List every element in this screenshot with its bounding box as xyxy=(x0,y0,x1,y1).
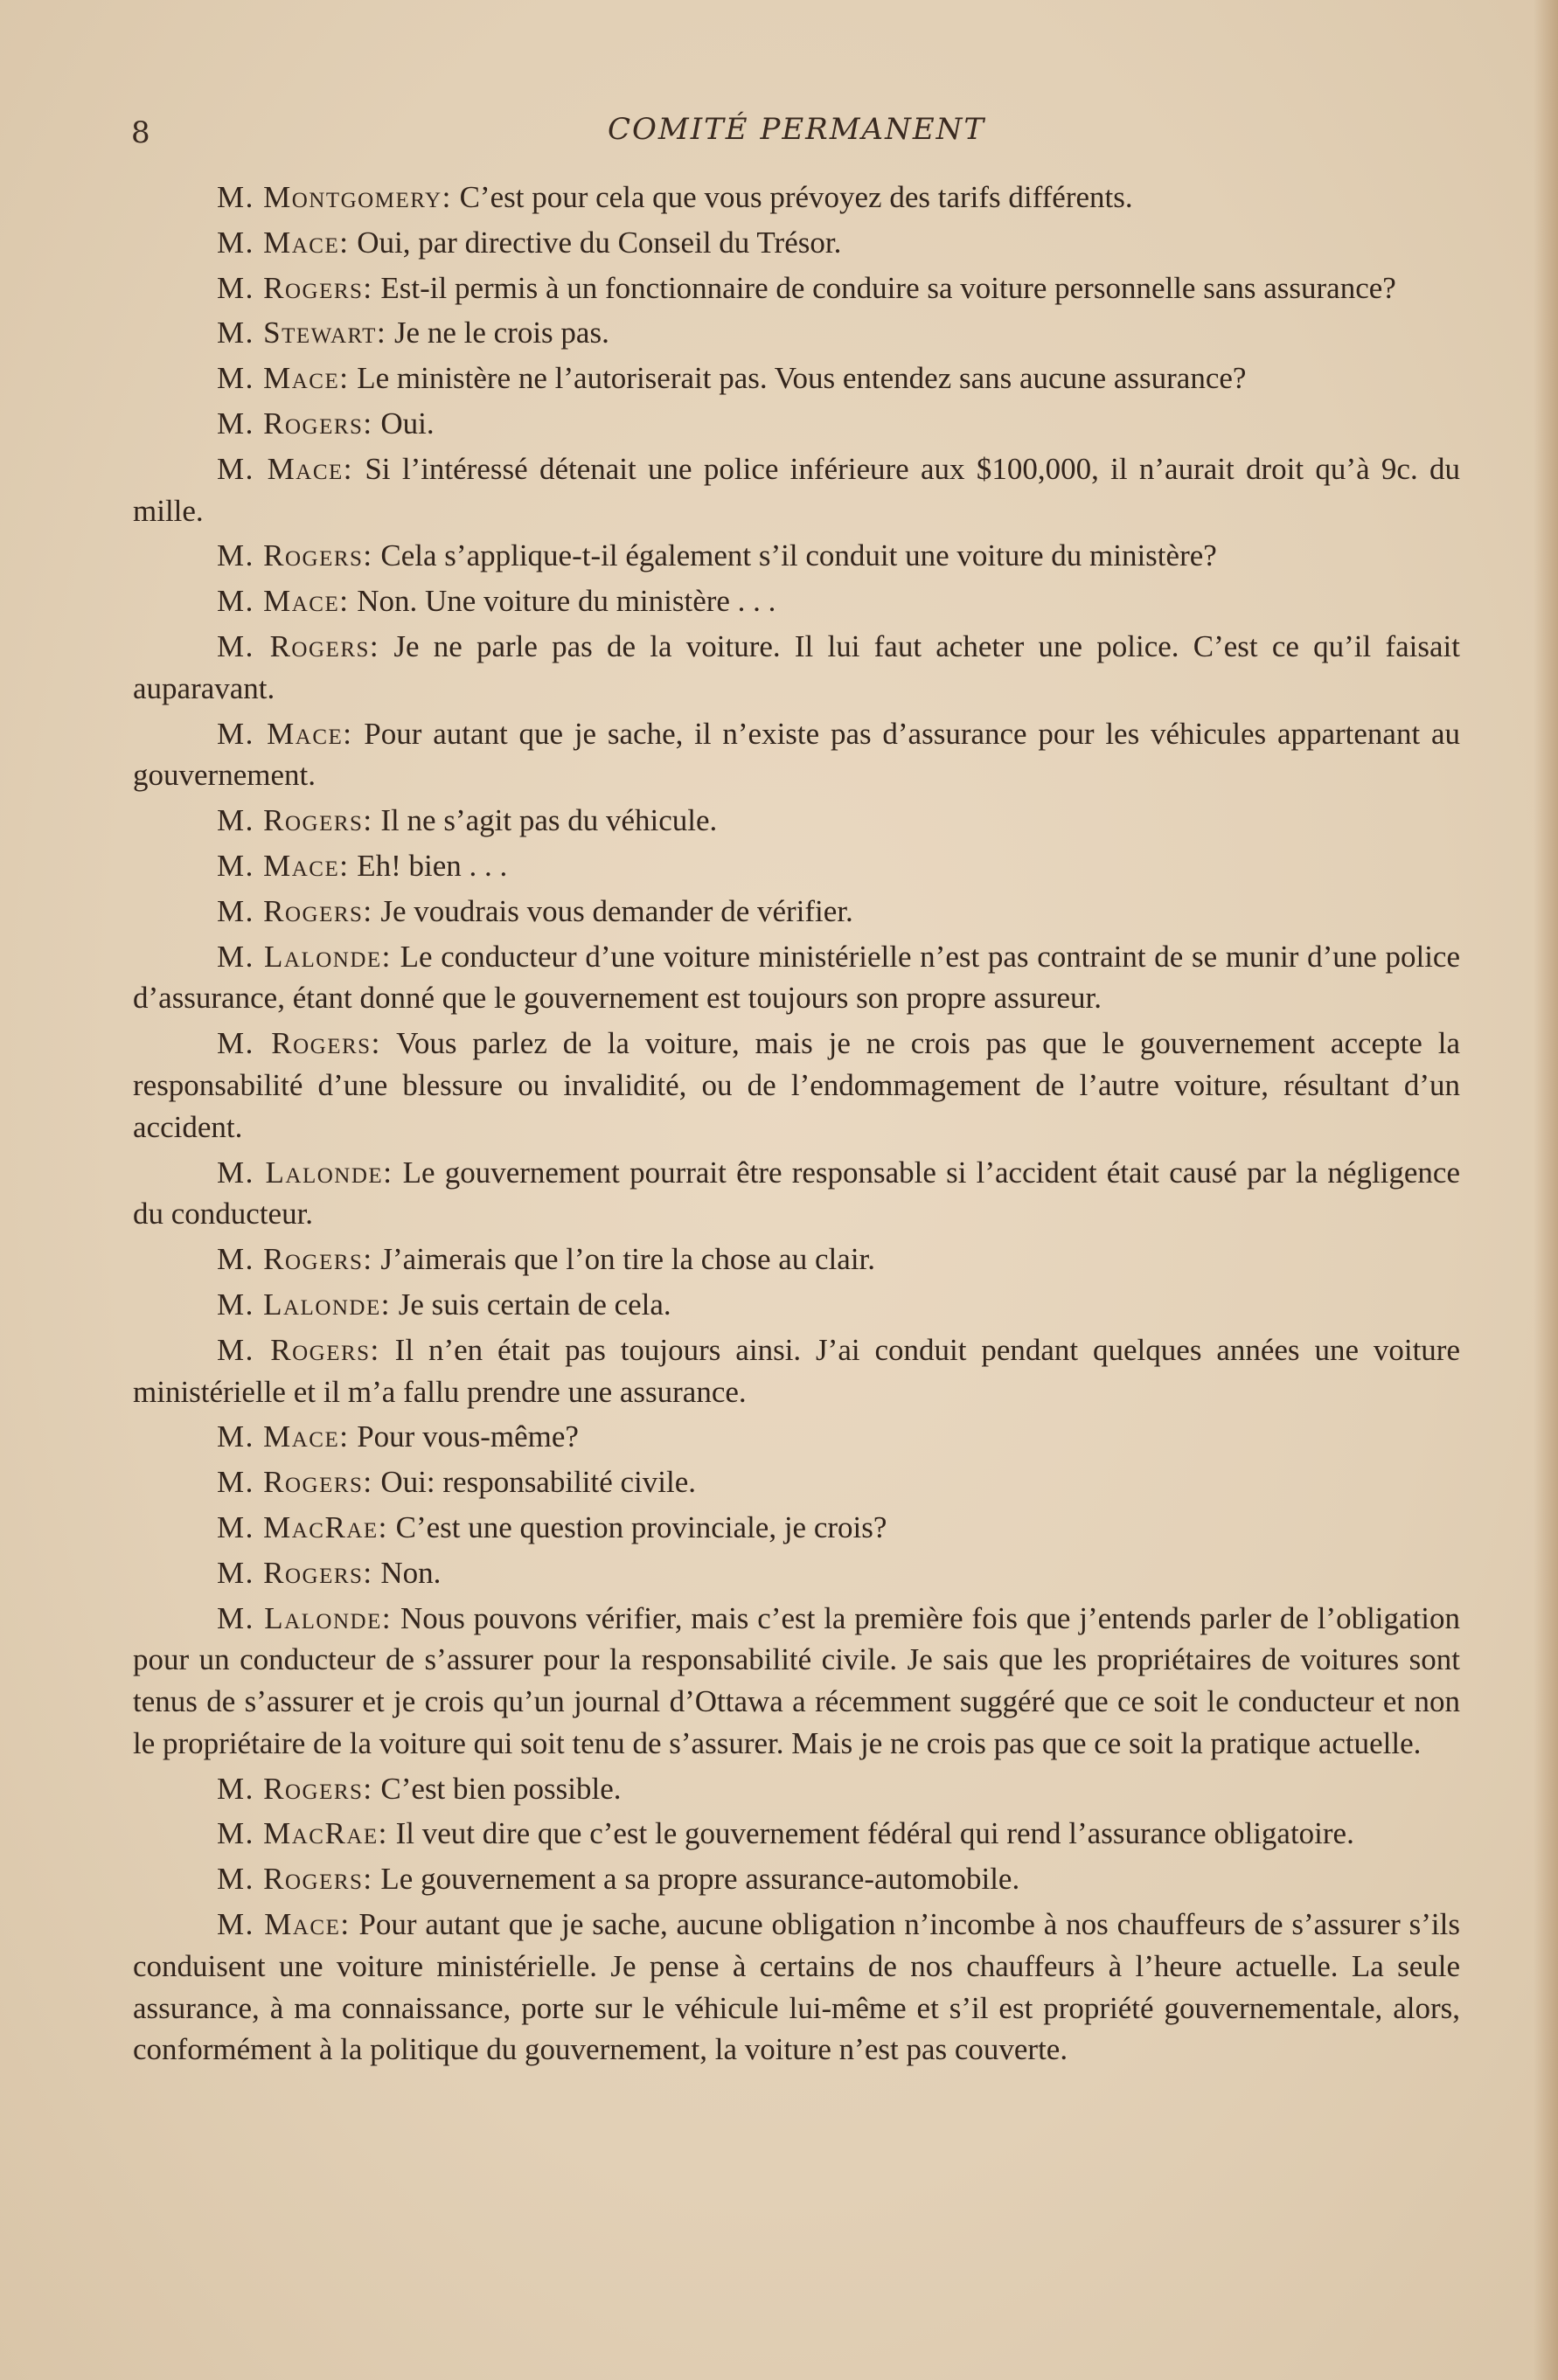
speech-text: Eh! bien . . . xyxy=(349,848,508,883)
speech-text: Je ne le crois pas. xyxy=(386,316,609,350)
speech-text: Vous parlez de la voiture, mais je ne crois pas que le gouvernement accepte la responsabilité d’une blessure ou invalidité, ou de l’endommagement de l’autre voiture, résultant d’un accident. xyxy=(133,1026,1460,1144)
dialogue-paragraph xyxy=(133,713,1460,797)
speaker-name: M. Lalonde: xyxy=(217,1600,393,1635)
speech-text: Oui, par directive du Conseil du Trésor. xyxy=(349,225,842,260)
dialogue-paragraph xyxy=(133,845,1460,887)
dialogue-paragraph xyxy=(133,1552,1460,1594)
dialogue-paragraph xyxy=(133,1768,1460,1810)
speaker-name: M. Rogers: xyxy=(217,270,373,305)
speaker-name: M. MacRae: xyxy=(217,1509,388,1544)
speaker-name: M. Mace: xyxy=(217,584,350,619)
speech-text: Pour autant que je sache, aucune obligation n’incombe à nos chauffeurs de s’assurer s’ils conduisent une voiture ministérielle. Je pense à certains de nos chauffeurs à l’heure actuelle. La seule assurance, à ma connaissance, porte sur le véhicule lui-même et s’il est propriété gouvernementale, alors, conformément à la politique du gouvernement, la voiture n’est pas couverte. xyxy=(133,1907,1460,2067)
speech-text: Il n’en était pas toujours ainsi. J’ai conduit pendant quelques années une voiture ministérielle et il m’a fallu prendre une assurance. xyxy=(133,1332,1460,1409)
speaker-name: M. Mace: xyxy=(217,1419,350,1454)
speaker-name: M. Stewart: xyxy=(217,316,387,350)
running-title: COMITÉ PERMANENT xyxy=(608,112,986,147)
speech-text: Je voudrais vous demander de vérifier. xyxy=(372,893,853,928)
page-edge-shadow xyxy=(1534,0,1558,2380)
speaker-name: M. MacRae: xyxy=(217,1816,388,1851)
speaker-name: M. Lalonde: xyxy=(217,1155,393,1190)
speaker-name: M. Rogers: xyxy=(217,1771,373,1806)
speaker-name: M. Lalonde: xyxy=(217,1287,391,1322)
speech-text: Non. xyxy=(372,1555,442,1590)
speech-text: Pour autant que je sache, il n’existe pas d’assurance pour les véhicules appartenant au gouvernement. xyxy=(133,716,1461,793)
dialogue-paragraph xyxy=(133,1904,1460,2071)
dialogue-paragraph xyxy=(133,936,1460,1020)
speech-text: Oui. xyxy=(372,406,435,441)
speech-text: Pour vous-même? xyxy=(349,1419,579,1454)
speaker-name: M. Rogers: xyxy=(217,1555,373,1590)
speaker-name: M. Lalonde: xyxy=(217,939,392,974)
running-header xyxy=(131,112,1460,156)
dialogue-paragraph xyxy=(133,800,1460,842)
dialogue-paragraph xyxy=(133,1152,1460,1236)
speaker-name: M. Rogers: xyxy=(217,538,373,573)
dialogue-paragraph xyxy=(133,357,1460,399)
speech-text: J’aimerais que l’on tire la chose au clair. xyxy=(372,1242,876,1277)
speaker-name: M. Mace: xyxy=(217,1907,351,1942)
dialogue-paragraph xyxy=(133,1507,1460,1549)
speaker-name: M. Mace: xyxy=(217,848,350,883)
speech-text: C’est une question provinciale, je crois? xyxy=(387,1509,887,1544)
speech-text: Le ministère ne l’autoriserait pas. Vous entendez sans aucune assurance? xyxy=(349,361,1247,396)
speech-text: Le gouvernement a sa propre assurance-automobile. xyxy=(372,1862,1020,1897)
speaker-name: M. Rogers: xyxy=(217,803,373,838)
dialogue-paragraph xyxy=(133,267,1460,309)
speaker-name: M. Montgomery: xyxy=(217,180,452,214)
speaker-name: M. Mace: xyxy=(217,225,350,260)
dialogue-paragraph xyxy=(133,1416,1460,1458)
speech-text: Nous pouvons vérifier, mais c’est la première fois que j’entends parler de l’obligation pour un conducteur de s’assurer pour la responsabilité civile. Je sais que les propriétaires de voitures sont tenus de s’assurer et je crois qu’un journal d’Ottawa a récemment suggéré que ce soit le conducteur et non le propriétaire de la voiture qui soit tenu de s’assurer. Mais je ne crois pas que ce soit la pratique actuelle. xyxy=(133,1600,1461,1760)
speaker-name: M. Rogers: xyxy=(217,1465,373,1500)
transcript-body xyxy=(133,177,1460,2074)
dialogue-paragraph xyxy=(133,1813,1460,1855)
speaker-name: M. Mace: xyxy=(217,361,350,396)
speech-text: Il ne s’agit pas du véhicule. xyxy=(372,803,718,838)
speaker-name: M. Rogers: xyxy=(217,406,373,441)
speech-text: C’est bien possible. xyxy=(372,1771,622,1806)
dialogue-paragraph xyxy=(133,1858,1460,1900)
speaker-name: M. Rogers: xyxy=(217,1026,381,1061)
speaker-name: M. Rogers: xyxy=(217,1862,373,1897)
speaker-name: M. Mace: xyxy=(217,451,354,486)
dialogue-paragraph xyxy=(133,1329,1460,1413)
dialogue-paragraph xyxy=(133,403,1460,445)
dialogue-paragraph xyxy=(133,1284,1460,1326)
dialogue-paragraph xyxy=(133,222,1460,264)
speech-text: C’est pour cela que vous prévoyez des tarifs différents. xyxy=(451,180,1133,214)
dialogue-paragraph xyxy=(133,1023,1460,1148)
speech-text: Cela s’applique-t-il également s’il conduit une voiture du ministère? xyxy=(372,538,1217,573)
page-number: 8 xyxy=(131,115,150,150)
speech-text: Il veut dire que c’est le gouvernement fédéral qui rend l’assurance obligatoire. xyxy=(387,1816,1354,1851)
speech-text: Si l’intéressé détenait une police inférieure aux $100,000, il n’aurait droit qu’à 9c. du mille. xyxy=(133,451,1460,528)
speech-text: Le gouvernement pourrait être responsable si l’accident était causé par la négligence du conducteur. xyxy=(133,1155,1461,1232)
dialogue-paragraph xyxy=(133,1239,1460,1280)
speech-text: Oui: responsabilité civile. xyxy=(372,1465,697,1500)
dialogue-paragraph xyxy=(133,626,1460,710)
dialogue-paragraph xyxy=(133,1598,1460,1765)
dialogue-paragraph xyxy=(133,580,1460,622)
speech-text: Est-il permis à un fonctionnaire de conduire sa voiture personnelle sans assurance? xyxy=(372,270,1396,305)
dialogue-paragraph xyxy=(133,891,1460,933)
speech-text: Non. Une voiture du ministère . . . xyxy=(349,584,776,619)
speaker-name: M. Rogers: xyxy=(217,1242,373,1277)
dialogue-paragraph xyxy=(133,312,1460,354)
speech-text: Le conducteur d’une voiture ministérielle n’est pas contraint de se munir d’une police d’assurance, étant donné que le gouvernement est toujours son propre assureur. xyxy=(133,939,1461,1016)
speaker-name: M. Rogers: xyxy=(217,893,373,928)
dialogue-paragraph xyxy=(133,535,1460,577)
speaker-name: M. Rogers: xyxy=(217,628,380,663)
speech-text: Je ne parle pas de la voiture. Il lui faut acheter une police. C’est ce qu’il faisait auparavant. xyxy=(133,628,1460,705)
dialogue-paragraph xyxy=(133,1461,1460,1503)
speech-text: Je suis certain de cela. xyxy=(390,1287,671,1322)
dialogue-paragraph xyxy=(133,177,1460,219)
speaker-name: M. Mace: xyxy=(217,716,353,751)
dialogue-paragraph xyxy=(133,448,1460,532)
speaker-name: M. Rogers: xyxy=(217,1332,380,1367)
